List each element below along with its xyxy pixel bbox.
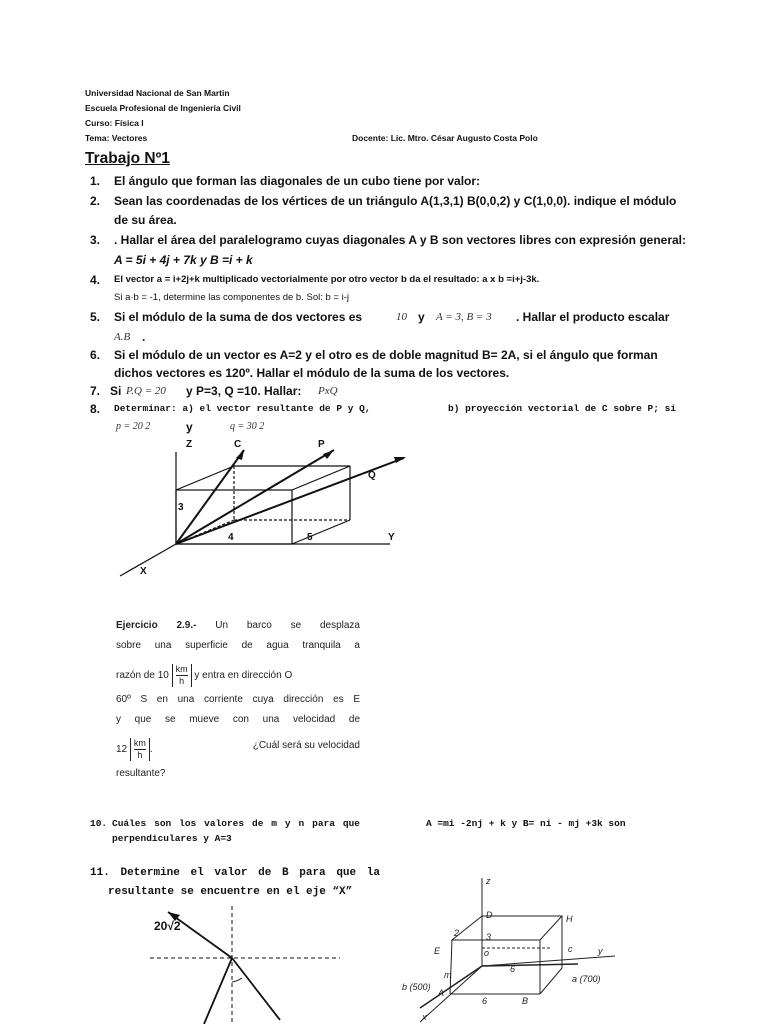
hw-label-2: 2 bbox=[454, 928, 460, 938]
item-10-text: Cuáles son los valores de m y n para que bbox=[112, 818, 360, 829]
label-z: Z bbox=[186, 439, 193, 450]
hw-label-A: A bbox=[438, 988, 445, 998]
label-4: 4 bbox=[228, 532, 234, 543]
label-5: 5 bbox=[307, 532, 313, 543]
label-x: X bbox=[140, 566, 147, 577]
x-axis bbox=[120, 544, 176, 576]
hw-label-d: D bbox=[486, 910, 493, 920]
school-name: Escuela Profesional de Ingeniería Civil bbox=[85, 103, 241, 113]
unit-kmh: $\frac{km}{h}$ bbox=[172, 664, 192, 687]
hw-label-b: b (500) bbox=[402, 982, 431, 992]
hw-label-B: B bbox=[522, 996, 529, 1006]
hw-label-c: c bbox=[568, 944, 573, 954]
hw-label-m: m bbox=[444, 970, 452, 980]
label-20sqrt2: 20√2 bbox=[154, 919, 181, 933]
hw-label-z: z bbox=[486, 876, 491, 886]
vector-p bbox=[176, 450, 334, 544]
item-10-text-2: A =mi -2nj + k y B= ni - mj +3k son bbox=[426, 818, 626, 829]
course-name: Curso: Física I bbox=[85, 118, 144, 128]
exercise-line-2: sobre una superficie de agua tranquila a bbox=[116, 640, 360, 651]
label-3: 3 bbox=[178, 502, 184, 513]
hw-label-y: y bbox=[598, 946, 603, 956]
hw-label-e: E bbox=[434, 946, 441, 956]
exercise-line-3: razón de 10 $\frac{km}{h}$ y entra en dirección O bbox=[116, 664, 293, 686]
label-q: Q bbox=[368, 470, 376, 481]
vector-box-figure bbox=[110, 430, 420, 580]
exercise-line-5: y que se mueve con una velocidad de bbox=[116, 714, 360, 725]
item-10-num: 10. bbox=[90, 818, 108, 829]
exercise-line-4: 60º S en una corriente cuya dirección es E bbox=[116, 694, 360, 705]
label-c: C bbox=[234, 439, 242, 450]
prism-figure bbox=[400, 868, 630, 1024]
vector-a-hw bbox=[482, 964, 578, 966]
hw-label-a: a (700) bbox=[572, 974, 601, 984]
force-diagram-figure bbox=[120, 900, 360, 1024]
exercise-line-7: resultante? bbox=[116, 768, 166, 779]
university-name: Universidad Nacional de San Martin bbox=[85, 88, 230, 98]
exercise-line-6: 12 $\frac{km}{h}$ . ¿Cuál será su velocidad bbox=[116, 738, 360, 760]
hw-label-6a: 6 bbox=[510, 964, 516, 974]
page-title: Trabajo Nº1 bbox=[85, 150, 170, 167]
item-10-text-3: perpendiculares y A=3 bbox=[112, 833, 232, 844]
item-11-line-2: resultante se encuentre en el eje “X” bbox=[108, 886, 353, 898]
hw-label-h: H bbox=[566, 914, 573, 924]
hw-label-3: 3 bbox=[486, 932, 492, 942]
item-11-line-1: 11. Determine el valor de B para que la bbox=[90, 867, 380, 879]
topic-name: Tema: Vectores bbox=[85, 133, 148, 143]
label-p: P bbox=[318, 439, 325, 450]
exercise-line-1: Ejercicio 2.9.- Un barco se desplaza bbox=[116, 620, 360, 631]
label-y: Y bbox=[388, 532, 395, 543]
hw-label-o: o bbox=[484, 948, 490, 958]
teacher-name: Docente: Lic. Mtro. César Augusto Costa Polo bbox=[352, 133, 538, 143]
hw-label-x: x bbox=[422, 1012, 427, 1022]
unit-kmh-2: $\frac{km}{h}$ bbox=[130, 738, 150, 761]
hw-label-6b: 6 bbox=[482, 996, 488, 1006]
